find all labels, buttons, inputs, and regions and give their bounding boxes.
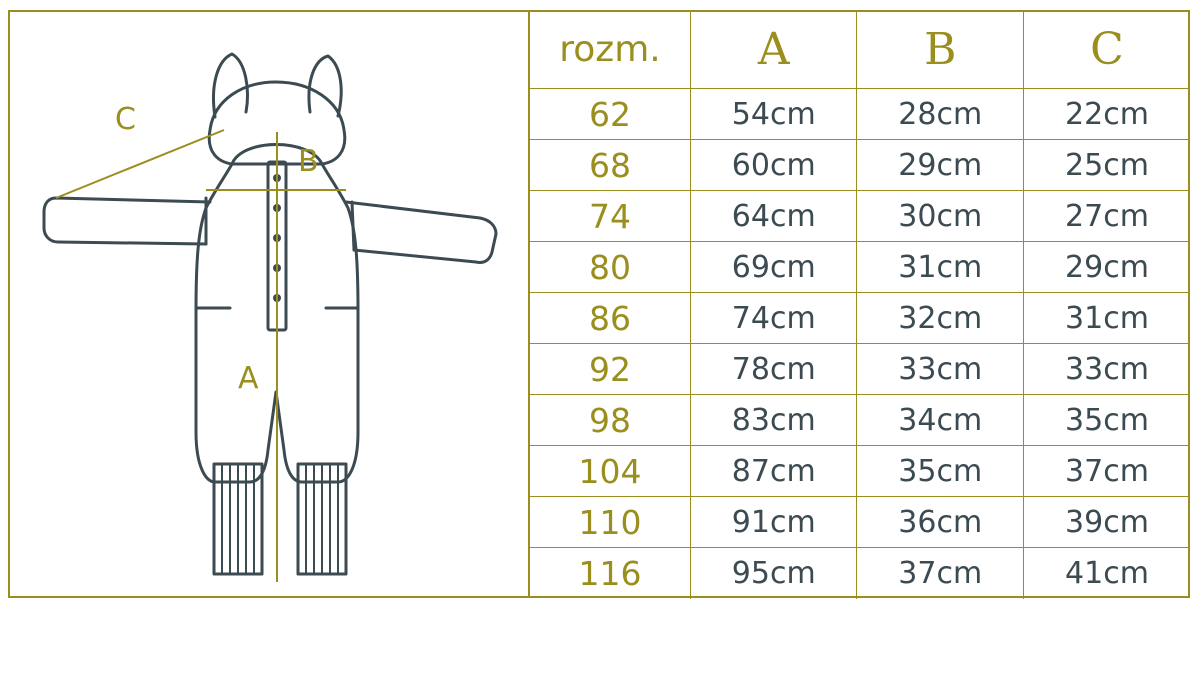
dimension-label-c: C [115, 102, 136, 137]
table-row [530, 293, 1190, 344]
cell-b: 31cm [857, 242, 1024, 293]
table-row [530, 89, 1190, 140]
cell-b: 32cm [857, 293, 1024, 344]
size-table-panel [530, 10, 1190, 598]
cell-a: 87cm [690, 446, 857, 497]
cell-b: 28cm [857, 89, 1024, 140]
cell-a: 74cm [690, 293, 857, 344]
cell-b: 34cm [857, 395, 1024, 446]
table-row [530, 446, 1190, 497]
cell-a: 54cm [690, 89, 857, 140]
cell-size: 62 [530, 89, 690, 140]
table-row [530, 497, 1190, 548]
cell-size: 74 [530, 191, 690, 242]
cell-c: 39cm [1023, 497, 1190, 548]
column-header-size: rozm. [530, 10, 690, 89]
romper-drawing [10, 12, 528, 596]
cell-size: 92 [530, 344, 690, 395]
cell-a: 95cm [690, 548, 857, 599]
dimension-label-b: B [298, 144, 319, 179]
table-row [530, 191, 1190, 242]
table-row [530, 344, 1190, 395]
cell-a: 83cm [690, 395, 857, 446]
cell-a: 78cm [690, 344, 857, 395]
cell-a: 91cm [690, 497, 857, 548]
cell-size: 116 [530, 548, 690, 599]
table-header-row [530, 10, 1190, 89]
table-row [530, 548, 1190, 599]
cell-b: 37cm [857, 548, 1024, 599]
cell-a: 69cm [690, 242, 857, 293]
cell-size: 86 [530, 293, 690, 344]
cell-c: 22cm [1023, 89, 1190, 140]
table-row [530, 140, 1190, 191]
cell-b: 29cm [857, 140, 1024, 191]
column-header-b: B [857, 10, 1024, 89]
cell-b: 33cm [857, 344, 1024, 395]
size-table [530, 10, 1190, 599]
cell-c: 25cm [1023, 140, 1190, 191]
cell-size: 98 [530, 395, 690, 446]
cell-c: 31cm [1023, 293, 1190, 344]
cell-b: 35cm [857, 446, 1024, 497]
cell-b: 36cm [857, 497, 1024, 548]
cell-size: 68 [530, 140, 690, 191]
cell-a: 60cm [690, 140, 857, 191]
table-row [530, 242, 1190, 293]
cell-c: 27cm [1023, 191, 1190, 242]
dimension-label-a: A [238, 361, 259, 396]
cell-a: 64cm [690, 191, 857, 242]
table-body [530, 89, 1190, 599]
cell-c: 37cm [1023, 446, 1190, 497]
garment-illustration-panel [10, 12, 528, 596]
cell-size: 80 [530, 242, 690, 293]
table-header [530, 10, 1190, 89]
cell-size: 104 [530, 446, 690, 497]
column-header-a: A [690, 10, 857, 89]
cell-c: 35cm [1023, 395, 1190, 446]
cell-c: 33cm [1023, 344, 1190, 395]
cell-b: 30cm [857, 191, 1024, 242]
cell-c: 41cm [1023, 548, 1190, 599]
column-header-c: C [1023, 10, 1190, 89]
table-row [530, 395, 1190, 446]
cell-c: 29cm [1023, 242, 1190, 293]
cell-size: 110 [530, 497, 690, 548]
